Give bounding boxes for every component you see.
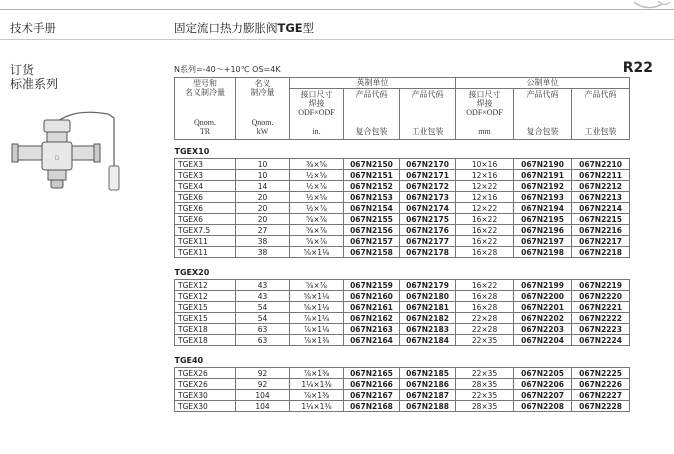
cell-type: TGEX15 xyxy=(175,313,236,324)
cell-value: ⅝×1⅛ xyxy=(290,291,344,302)
cell-product-code: 067N2199 xyxy=(514,280,572,291)
cell-value: ⅜×⅝ xyxy=(290,159,344,170)
table-row xyxy=(175,247,652,258)
title-prefix: 固定流口热力膨胀阀 xyxy=(174,21,278,35)
col-code-ind-in: 产品代码 工业包装 xyxy=(400,89,456,140)
cell-product-code: 067N2221 xyxy=(572,302,630,313)
cell-type: TGEX3 xyxy=(175,170,236,181)
table-row xyxy=(175,291,652,302)
cell-product-code: 067N2207 xyxy=(514,390,572,401)
cell-value: ⅞×1⅜ xyxy=(290,390,344,401)
cell-product-code: 067N2215 xyxy=(572,214,630,225)
cell-product-code: 067N2152 xyxy=(344,181,400,192)
cell-value: 16×22 xyxy=(456,225,514,236)
valve-illustration xyxy=(10,108,125,193)
cell-product-code: 067N2204 xyxy=(514,335,572,346)
col-conn-in: 接口尺寸 焊接 ODF×ODF in. xyxy=(290,89,344,140)
cell-type: TGEX12 xyxy=(175,280,236,291)
cell-type: TGEX6 xyxy=(175,203,236,214)
section-title: TGEX20 xyxy=(175,258,630,280)
cell-product-code: 067N2154 xyxy=(344,203,400,214)
section-header-row xyxy=(175,346,652,368)
cell-product-code: 067N2196 xyxy=(514,225,572,236)
cell-value: ⅝×⅞ xyxy=(290,280,344,291)
operating-conditions: N系列=-40～+10℃ OS=4K xyxy=(174,65,281,74)
group-metric-units: 公制单位 xyxy=(456,78,630,89)
table-row xyxy=(175,214,652,225)
table-row xyxy=(175,203,652,214)
cell-product-code: 067N2193 xyxy=(514,192,572,203)
cell-product-code: 067N2218 xyxy=(572,247,630,258)
cell-product-code: 067N2177 xyxy=(400,236,456,247)
page-title xyxy=(174,20,314,36)
valve-spec-table xyxy=(174,77,652,412)
col-type: 型号和 名义制冷量 Qnom. TR xyxy=(175,78,236,140)
cell-product-code: 067N2176 xyxy=(400,225,456,236)
cell-value: 28×35 xyxy=(456,379,514,390)
section-title: TGE40 xyxy=(175,346,630,368)
cell-product-code: 067N2211 xyxy=(572,170,630,181)
cell-value: 38 xyxy=(236,236,290,247)
section-label-line1: 订货 xyxy=(10,63,35,77)
header-rule xyxy=(0,39,674,40)
cell-product-code: 067N2222 xyxy=(572,313,630,324)
table-row xyxy=(175,225,652,236)
cell-type: TGEX26 xyxy=(175,379,236,390)
cell-product-code: 067N2165 xyxy=(344,368,400,379)
table-row xyxy=(175,159,652,170)
cell-product-code: 067N2170 xyxy=(400,159,456,170)
cell-value: 16×22 xyxy=(456,280,514,291)
cell-product-code: 067N2182 xyxy=(400,313,456,324)
cell-product-code: 067N2181 xyxy=(400,302,456,313)
cell-product-code: 067N2166 xyxy=(344,379,400,390)
cell-value: ½×⅝ xyxy=(290,192,344,203)
cell-value: 43 xyxy=(236,291,290,302)
cell-value: 12×16 xyxy=(456,192,514,203)
cell-type: TGEX12 xyxy=(175,291,236,302)
group-english-units: 英制单位 xyxy=(290,78,456,89)
cell-value: 104 xyxy=(236,390,290,401)
cell-value: 16×28 xyxy=(456,302,514,313)
cell-product-code: 067N2178 xyxy=(400,247,456,258)
cell-type: TGEX18 xyxy=(175,324,236,335)
cell-value: 16×28 xyxy=(456,291,514,302)
cell-type: TGEX7.5 xyxy=(175,225,236,236)
cell-value: 38 xyxy=(236,247,290,258)
cell-value: 22×35 xyxy=(456,390,514,401)
cell-product-code: 067N2156 xyxy=(344,225,400,236)
cell-product-code: 067N2219 xyxy=(572,280,630,291)
cell-value: 1⅛×1⅜ xyxy=(290,379,344,390)
cell-product-code: 067N2206 xyxy=(514,379,572,390)
cell-value: ⅝×1⅛ xyxy=(290,247,344,258)
section-label xyxy=(10,63,58,91)
cell-product-code: 067N2223 xyxy=(572,324,630,335)
cell-value: ½×⅞ xyxy=(290,203,344,214)
cell-type: TGEX26 xyxy=(175,368,236,379)
cell-value: 16×28 xyxy=(456,247,514,258)
cell-value: 54 xyxy=(236,302,290,313)
cell-product-code: 067N2187 xyxy=(400,390,456,401)
cell-type: TGEX30 xyxy=(175,390,236,401)
cell-product-code: 067N2158 xyxy=(344,247,400,258)
cell-value: ⅞×1⅛ xyxy=(290,313,344,324)
cell-product-code: 067N2208 xyxy=(514,401,572,412)
table-row xyxy=(175,324,652,335)
cell-value: 14 xyxy=(236,181,290,192)
cell-value: ½×⅞ xyxy=(290,181,344,192)
cell-product-code: 067N2185 xyxy=(400,368,456,379)
cell-product-code: 067N2200 xyxy=(514,291,572,302)
cell-product-code: 067N2184 xyxy=(400,335,456,346)
section-label-line2: 标准系列 xyxy=(10,77,59,91)
cell-value: 22×35 xyxy=(456,368,514,379)
cell-type: TGEX11 xyxy=(175,247,236,258)
cell-value: 12×22 xyxy=(456,203,514,214)
brand-logo-icon xyxy=(632,0,672,9)
cell-product-code: 067N2163 xyxy=(344,324,400,335)
cell-value: 54 xyxy=(236,313,290,324)
svg-text:D: D xyxy=(54,155,60,162)
table-row xyxy=(175,313,652,324)
cell-value: 20 xyxy=(236,203,290,214)
section-title: TGEX10 xyxy=(175,140,630,159)
cell-product-code: 067N2205 xyxy=(514,368,572,379)
cell-value: 63 xyxy=(236,324,290,335)
cell-value: ⅝×⅞ xyxy=(290,214,344,225)
table-row xyxy=(175,236,652,247)
cell-product-code: 067N2153 xyxy=(344,192,400,203)
cell-product-code: 067N2190 xyxy=(514,159,572,170)
cell-value: 10 xyxy=(236,159,290,170)
table-row xyxy=(175,181,652,192)
cell-value: 22×35 xyxy=(456,335,514,346)
cell-product-code: 067N2164 xyxy=(344,335,400,346)
cell-value: 16×22 xyxy=(456,236,514,247)
cell-product-code: 067N2201 xyxy=(514,302,572,313)
cell-product-code: 067N2198 xyxy=(514,247,572,258)
col-code-multi-in: 产品代码 复合包装 xyxy=(344,89,400,140)
cell-type: TGEX3 xyxy=(175,159,236,170)
table-row xyxy=(175,280,652,291)
cell-value: 12×16 xyxy=(456,170,514,181)
refrigerant-label: R22 xyxy=(622,60,653,76)
title-suffix: 型 xyxy=(302,21,315,35)
cell-product-code: 067N2212 xyxy=(572,181,630,192)
table-row xyxy=(175,401,652,412)
cell-value: 27 xyxy=(236,225,290,236)
cell-product-code: 067N2194 xyxy=(514,203,572,214)
cell-product-code: 067N2161 xyxy=(344,302,400,313)
cell-product-code: 067N2210 xyxy=(572,159,630,170)
cell-value: 92 xyxy=(236,379,290,390)
cell-product-code: 067N2180 xyxy=(400,291,456,302)
title-model: TGE xyxy=(277,21,303,35)
table-row xyxy=(175,170,652,181)
cell-type: TGEX30 xyxy=(175,401,236,412)
cell-value: 20 xyxy=(236,214,290,225)
cell-value: 10×16 xyxy=(456,159,514,170)
cell-product-code: 067N2172 xyxy=(400,181,456,192)
cell-value: ⅝×1⅛ xyxy=(290,302,344,313)
cell-product-code: 067N2159 xyxy=(344,280,400,291)
cell-product-code: 067N2228 xyxy=(572,401,630,412)
top-rule xyxy=(0,9,674,10)
cell-value: ⅝×⅞ xyxy=(290,236,344,247)
cell-type: TGEX11 xyxy=(175,236,236,247)
cell-type: TGEX6 xyxy=(175,214,236,225)
col-conn-mm: 接口尺寸 焊接 ODF×ODF mm xyxy=(456,89,514,140)
cell-value: 16×22 xyxy=(456,214,514,225)
cell-type: TGEX18 xyxy=(175,335,236,346)
table-row xyxy=(175,379,652,390)
cell-value: 22×28 xyxy=(456,324,514,335)
cell-product-code: 067N2167 xyxy=(344,390,400,401)
cell-product-code: 067N2214 xyxy=(572,203,630,214)
cell-value: 22×28 xyxy=(456,313,514,324)
cell-value: ½×⅝ xyxy=(290,170,344,181)
cell-value: ⅞×1⅛ xyxy=(290,324,344,335)
table-row xyxy=(175,335,652,346)
cell-product-code: 067N2224 xyxy=(572,335,630,346)
cell-product-code: 067N2155 xyxy=(344,214,400,225)
cell-product-code: 067N2195 xyxy=(514,214,572,225)
cell-product-code: 067N2186 xyxy=(400,379,456,390)
cell-value: ⅞×1⅜ xyxy=(290,335,344,346)
cell-product-code: 067N2179 xyxy=(400,280,456,291)
cell-type: TGEX4 xyxy=(175,181,236,192)
cell-value: 20 xyxy=(236,192,290,203)
cell-product-code: 067N2216 xyxy=(572,225,630,236)
spec-table-body xyxy=(175,140,652,412)
cell-product-code: 067N2197 xyxy=(514,236,572,247)
cell-product-code: 067N2217 xyxy=(572,236,630,247)
cell-value: 43 xyxy=(236,280,290,291)
cell-product-code: 067N2203 xyxy=(514,324,572,335)
cell-product-code: 067N2175 xyxy=(400,214,456,225)
cell-type: TGEX6 xyxy=(175,192,236,203)
cell-product-code: 067N2188 xyxy=(400,401,456,412)
cell-product-code: 067N2213 xyxy=(572,192,630,203)
cell-value: 63 xyxy=(236,335,290,346)
cell-product-code: 067N2171 xyxy=(400,170,456,181)
cell-value: 92 xyxy=(236,368,290,379)
cell-value: 10 xyxy=(236,170,290,181)
cell-type: TGEX15 xyxy=(175,302,236,313)
manual-label: 技术手册 xyxy=(10,21,56,35)
cell-product-code: 067N2160 xyxy=(344,291,400,302)
cell-product-code: 067N2174 xyxy=(400,203,456,214)
cell-product-code: 067N2173 xyxy=(400,192,456,203)
table-row xyxy=(175,368,652,379)
col-code-multi-mm: 产品代码 复合包装 xyxy=(514,89,572,140)
table-row xyxy=(175,302,652,313)
cell-value: 28×35 xyxy=(456,401,514,412)
cell-product-code: 067N2225 xyxy=(572,368,630,379)
cell-product-code: 067N2227 xyxy=(572,390,630,401)
cell-value: 12×22 xyxy=(456,181,514,192)
section-header-row xyxy=(175,258,652,280)
cell-product-code: 067N2151 xyxy=(344,170,400,181)
table-row xyxy=(175,390,652,401)
cell-value: ⅝×⅞ xyxy=(290,225,344,236)
table-row xyxy=(175,192,652,203)
cell-product-code: 067N2162 xyxy=(344,313,400,324)
cell-product-code: 067N2150 xyxy=(344,159,400,170)
cell-value: ⅞×1⅜ xyxy=(290,368,344,379)
cell-product-code: 067N2220 xyxy=(572,291,630,302)
cell-product-code: 067N2191 xyxy=(514,170,572,181)
cell-product-code: 067N2183 xyxy=(400,324,456,335)
cell-product-code: 067N2192 xyxy=(514,181,572,192)
cell-product-code: 067N2157 xyxy=(344,236,400,247)
cell-value: 104 xyxy=(236,401,290,412)
cell-product-code: 067N2202 xyxy=(514,313,572,324)
cell-product-code: 067N2168 xyxy=(344,401,400,412)
cell-value: 1⅛×1⅜ xyxy=(290,401,344,412)
section-header-row xyxy=(175,140,652,159)
col-code-ind-mm: 产品代码 工业包装 xyxy=(572,89,630,140)
cell-product-code: 067N2226 xyxy=(572,379,630,390)
col-capacity: 名义 制冷量 Qnom. kW xyxy=(236,78,290,140)
